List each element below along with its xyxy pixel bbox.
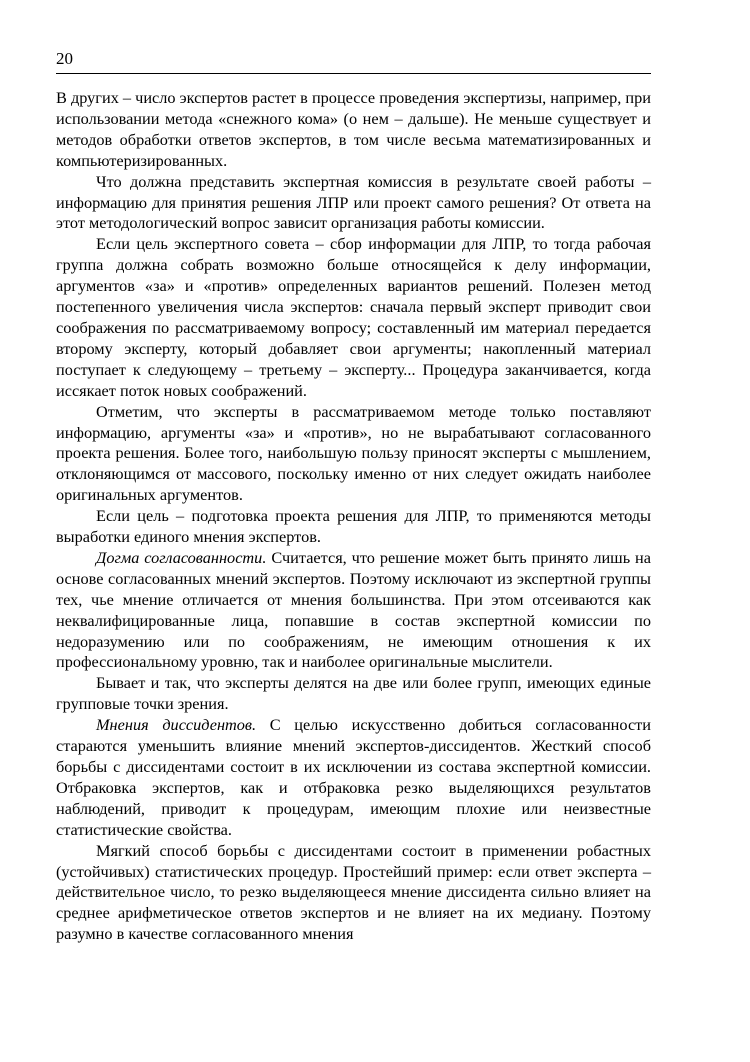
paragraph-text: Если цель – подготовка проекта решения для ЛПР, то применяются методы выработки единого мнения экспертов.: [56, 506, 651, 547]
paragraph-text: В других – число экспертов растет в процессе проведения экспертизы, например, при использовании метода «снежного кома» (о нем – дальше). Не меньше существует и методов обработки ответов экспертов, в том числе весьма математизированных и компьютеризированных.: [56, 88, 651, 170]
paragraph-8: [56, 715, 651, 840]
body-text: [56, 88, 651, 945]
paragraph-1: [56, 88, 651, 172]
paragraph-6: [56, 548, 651, 673]
paragraph-text: Отметим, что эксперты в рассматриваемом методе только поставляют информацию, аргументы «за» и «против», но не вырабатывают согласованного проекта решения. Более того, наибольшую пользу приносят эксперты с мышлением, отклоняющимся от массового, поскольку именно от них следует ожидать наиболее оригинальных аргументов.: [56, 401, 651, 505]
paragraph-5: [56, 506, 651, 548]
header-rule: [56, 73, 651, 74]
page-number: 20: [56, 49, 73, 68]
paragraph-2: [56, 172, 651, 235]
paragraph-text: Мягкий способ борьбы с диссидентами состоит в применении робастных (устойчивых) статистических процедур. Простейший пример: если ответ эксперта – действительное число, то резко выделяющееся мнение диссидента сильно влияет на среднее арифметическое ответов экспертов и не влияет на их медиану. Поэтому разумно в качестве согласованного мнения: [56, 840, 651, 944]
paragraph-4: [56, 402, 651, 507]
paragraph-text: Считается, что решение может быть принято лишь на основе согласованных мнений экспертов. Поэтому исключают из экспертной группы тех, чье мнение отличается от мнения большинства. При этом отсеиваются как неквалифицированные лица, попавшие в состав экспертной комиссии по недоразумению или по соображениям, не имеющим отношения к их профессиональному уровню, так и наиболее оригинальные мыслители.: [56, 547, 651, 672]
paragraph-text: Что должна представить экспертная комиссия в результате своей работы – информацию для принятия решения ЛПР или проект самого решения? От ответа на этот методологический вопрос зависит организация работы комиссии.: [56, 171, 651, 233]
paragraph-9: [56, 841, 651, 946]
paragraph-lead-italic: Догма согласованности.: [96, 547, 267, 567]
paragraph-text: Бывает и так, что эксперты делятся на две или более групп, имеющих единые групповые точки зрения.: [56, 673, 651, 714]
document-page: [56, 48, 651, 945]
paragraph-text: Если цель экспертного совета – сбор информации для ЛПР, то тогда рабочая группа должна собрать возможно больше относящейся к делу информации, аргументов «за» и «против» определенных вариантов решений. Полезен метод постепенного увеличения числа экспертов: сначала первый эксперт приводит свои соображения по рассматриваемому вопросу; составленный им материал передается второму эксперту, который добавляет свои аргументы; накопленный материал поступает к следующему – третьему – эксперту... Процедура заканчивается, когда иссякает поток новых соображений.: [56, 234, 651, 400]
paragraph-7: [56, 673, 651, 715]
paragraph-3: [56, 234, 651, 401]
paragraph-text: С целью искусственно добиться согласованности стараются уменьшить влияние мнений экспертов-диссидентов. Жесткий способ борьбы с диссидентами состоит в их исключении из состава экспертной комиссии. Отбраковка экспертов, как и отбраковка резко выделяющихся результатов наблюдений, приводит к процедурам, имеющим плохие или неизвестные статистические свойства.: [56, 715, 652, 839]
paragraph-lead-italic: Мнения диссидентов.: [96, 715, 257, 735]
